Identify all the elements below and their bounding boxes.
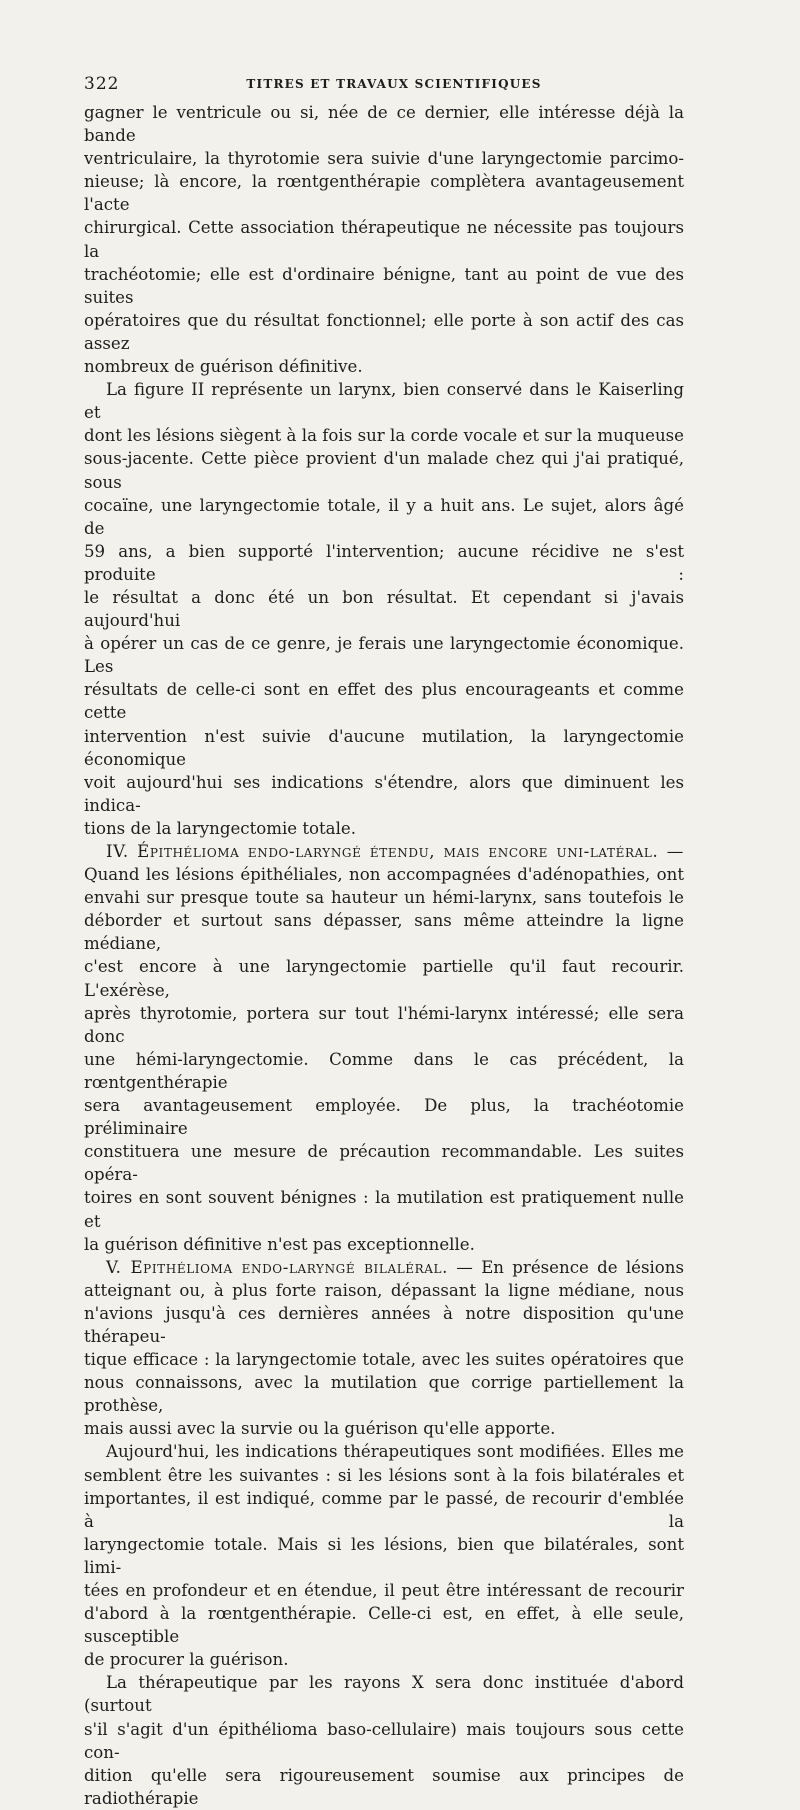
text-line: sera avantageusement employée. De plus, la trachéotomie préliminaire (84, 1096, 684, 1139)
text-line: La figure II représente un larynx, bien conservé dans le Kaiserling et (84, 380, 684, 423)
text-line: c'est encore à une laryngectomie partielle qu'il faut recourir. L'exérèse, (84, 957, 684, 1000)
section-heading-text: IV. Épithélioma endo-laryngé étendu, mais encore uni-latéral. — (106, 842, 684, 861)
text-line: semblent être les suivantes : si les lésions sont à la fois bilatérales et (84, 1465, 684, 1485)
text-line: tées en profondeur et en étendue, il peut être intéressant de recourir (84, 1581, 684, 1600)
page-number: 322 (84, 74, 120, 94)
section-heading-iv (84, 840, 684, 863)
text-line: tique efficace : la laryngectomie totale, avec les suites opératoires que (84, 1350, 684, 1370)
text-line: tions de la laryngectomie totale. (84, 818, 356, 838)
text-line: importantes, il est indiqué, comme par le passé, de recourir d'emblée à la (84, 1488, 684, 1531)
text-line: trachéotomie; elle est d'ordinaire bénigne, tant au point de vue des suites (84, 264, 684, 307)
text-line: dition qu'elle sera rigoureusement soumise aux principes de radiothérapie (84, 1765, 684, 1808)
section-heading-v (84, 1256, 684, 1279)
text-line: le résultat a donc été un bon résultat. Et cependant si j'avais aujourd'hui (84, 587, 684, 631)
text-line: nombreux de guérison définitive. (84, 357, 363, 377)
text-line: de procurer la guérison. (84, 1650, 289, 1670)
text-line: la guérison définitive n'est pas exceptionnelle. (84, 1234, 475, 1254)
text-line: après thyrotomie, portera sur tout l'hémi-larynx intéressé; elle sera donc (84, 1003, 684, 1046)
text-line: laryngectomie totale. Mais si les lésions, bien que bilatérales, sont limi- (84, 1534, 684, 1577)
text-line: n'avions jusqu'à ces dernières années à notre disposition qu'une thérapeu- (84, 1303, 684, 1346)
section-heading-tail: — En présence de lésions (456, 1257, 684, 1277)
text-line: résultats de celle-ci sont en effet des plus encourageants et comme cette (84, 680, 684, 723)
text-line: d'abord à la rœntgenthérapie. Celle-ci est, en effet, à elle seule, susceptible (84, 1604, 684, 1647)
text-line: mais aussi avec la survie ou la guérison qu'elle apporte. (84, 1419, 556, 1439)
page-header (84, 74, 684, 94)
running-title: TITRES ET TRAVAUX SCIENTIFIQUES (246, 77, 542, 91)
text-line: atteignant ou, à plus forte raison, dépassant la ligne médiane, nous (84, 1280, 684, 1300)
body-text (84, 101, 684, 1810)
text-line: La thérapeutique par les rayons X sera donc instituée d'abord (surtout (84, 1673, 684, 1716)
text-line: Quand les lésions épithéliales, non accompagnées d'adénopathies, ont (84, 865, 684, 885)
text-line: ventriculaire, la thyrotomie sera suivie d'une laryngectomie parcimo- (84, 149, 684, 169)
text-line: constituera une mesure de précaution recommandable. Les suites opéra- (84, 1142, 684, 1185)
text-line: dont les lésions siègent à la fois sur la corde vocale et sur la muqueuse (84, 426, 684, 446)
text-line: Aujourd'hui, les indications thérapeutiques sont modifiées. Elles me (106, 1442, 684, 1462)
text-line: intervention n'est suivie d'aucune mutilation, la laryngectomie économique (84, 726, 684, 769)
text-line: s'il s'agit d'un épithélioma baso-cellulaire) mais toujours sous cette con- (84, 1719, 684, 1762)
text-line: 59 ans, a bien supporté l'intervention; aucune récidive ne s'est produite : (84, 541, 684, 584)
text-line: opératoires que du résultat fonctionnel; elle porte à son actif des cas assez (84, 310, 684, 353)
text-line: voit aujourd'hui ses indications s'étendre, alors que diminuent les indica- (84, 772, 684, 815)
text-line: à opérer un cas de ce genre, je ferais une laryngectomie économique. Les (84, 634, 684, 677)
text-line: envahi sur presque toute sa hauteur un hémi-larynx, sans toutefois le (84, 888, 684, 908)
text-line: déborder et surtout sans dépasser, sans même atteindre la ligne médiane, (84, 911, 684, 954)
text-line: une hémi-laryngectomie. Comme dans le cas précédent, la rœntgenthérapie (84, 1049, 684, 1092)
text-line: nieuse; là encore, la rœntgenthérapie complètera avantageusement l'acte (84, 172, 684, 215)
text-line: cocaïne, une laryngectomie totale, il y a huit ans. Le sujet, alors âgé de (84, 495, 684, 538)
text-line: toires en sont souvent bénignes : la mutilation est pratiquement nulle et (84, 1188, 684, 1231)
text-line: chirurgical. Cette association thérapeutique ne nécessite pas toujours la (84, 218, 684, 261)
text-line: gagner le ventricule ou si, née de ce dernier, elle intéresse déjà la bande (84, 103, 684, 146)
section-heading-text: V. Epithélioma endo-laryngé bilaléral. (106, 1257, 448, 1277)
text-line: nous connaissons, avec la mutilation que corrige partiellement la prothèse, (84, 1373, 684, 1416)
text-line: sous-jacente. Cette pièce provient d'un malade chez qui j'ai pratiqué, sous (84, 449, 684, 492)
